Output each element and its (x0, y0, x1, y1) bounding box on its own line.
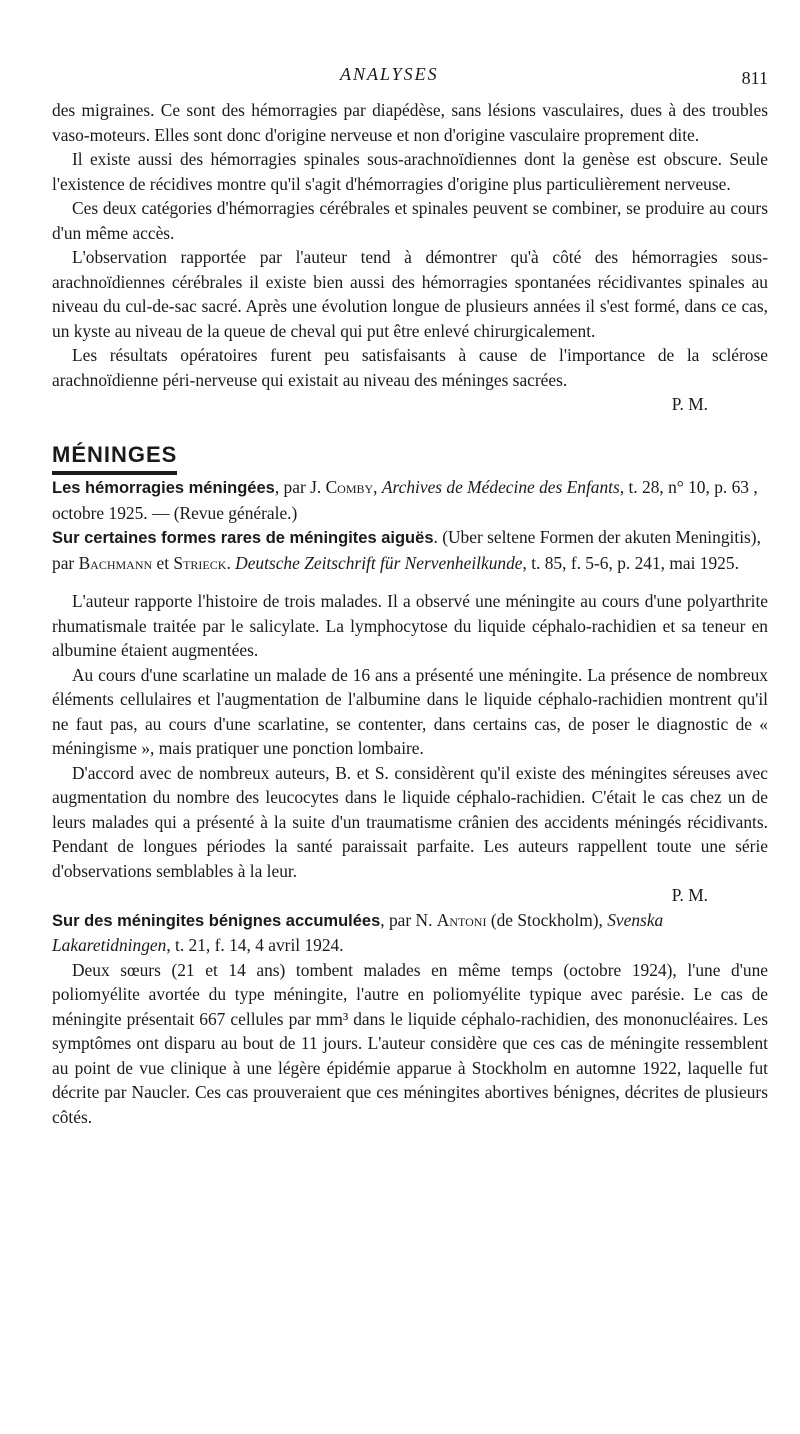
entry-3-heading (52, 908, 768, 958)
entry-3-title: Sur des méningites bénignes accumulées (52, 911, 381, 930)
entry-1-details: , t. 28, n° 10, p. 63 , octobre 1925. — (Revue générale.) (52, 477, 758, 523)
entry-3-details: , t. 21, f. 14, 4 avril 1924. (166, 935, 344, 955)
entry-3-by: , par N. (380, 909, 437, 930)
entry-3-affiliation: (de Stockholm), (486, 909, 608, 930)
intro-paragraph-1: des migraines. Ce sont des hémorragies par diapédèse, sans lésions vasculaires, dues à des troubles vaso-moteurs. Elles sont donc d'origine nerveuse et non d'origine vasculaire proprement dite. (52, 100, 768, 145)
entry-1-journal: Archives de Médecine des Enfants (381, 477, 620, 497)
intro-paragraph-2: Il existe aussi des hémorragies spinales sous-arachnoïdiennes dont la genèse est obscure. Seule l'existence de récidives montre qu'il s'agit d'hémorragies d'origine plus particulièrement nerveuse. (52, 149, 768, 194)
entry-3-journal: Svenska Lakaretidningen (52, 909, 664, 955)
entry-2-sep: . (226, 552, 236, 573)
page-number: 811 (741, 68, 768, 88)
running-head (0, 64, 800, 94)
intro-paragraph-4: L'observation rapportée par l'auteur tend à démontrer qu'à côté des hémorragies sous-arachnoïdiennes cérébrales il existe bien aussi des hémorragies spontanées récidivantes spinales au niveau du cul-de-sac sacré. Après une évolution longue de plusieurs années il s'est formé, dans ce cas, un kyste au niveau de la queue de cheval qui put être enlevé chirurgicalement. (52, 247, 768, 341)
entry-2-title: Sur certaines formes rares de méningites aiguës (52, 529, 434, 547)
intro-paragraph-5: Les résultats opératoires furent peu satisfaisants à cause de l'importance de la sclérose arachnoïdienne péri-nerveuse qui existait au niveau des méninges sacrées. (52, 345, 768, 390)
entry-2-journal: Deutsche Zeitschrift für Nervenheilkunde (235, 552, 523, 573)
entry-2-paragraph-1: L'auteur rapporte l'histoire de trois malades. Il a observé une méningite au cours d'une polyarthrite rhumatismale traitée par le salicylate. La lymphocytose du liquide céphalo-rachidien et sa teneur en albumine étaient augmentées. (52, 591, 768, 660)
entry-2-details: , t. 85, f. 5-6, p. 241, mai 1925. (522, 552, 739, 573)
entry-2-and: et (152, 552, 174, 573)
section-title: MÉNINGES (52, 443, 177, 476)
entry-2-paragraph-2: Au cours d'une scarlatine un malade de 16 ans a présenté une méningite. La présence de nombreux éléments cellulaires et l'augmentation de l'albumine dans le liquide céphalo-rachidien montrent qu'il ne faut pas, au cours d'une scarlatine, se contenter, dans certains cas, de poser le diagnostic de « méningisme », mais pratiquer une ponction lombaire. (52, 664, 768, 758)
running-title: ANALYSES (340, 64, 439, 84)
entry-1-title: Les hémorragies méningées (52, 479, 275, 497)
page-body (52, 98, 768, 1129)
entry-2-author-2: Strieck (173, 552, 227, 573)
intro-signature: P. M. (671, 394, 708, 414)
entry-2-heading (52, 525, 768, 575)
entry-2-paragraph-3: D'accord avec de nombreux auteurs, B. et S. considèrent qu'il existe des méningites séreuses avec augmentation du nombre des leucocytes dans le liquide céphalo-rachidien. C'était le cas chez un de leurs malades qui a présenté à la suite d'un traumatisme crânien des accidents méningés récidivants. Pendant de longues périodes la santé paraissait parfaite. Les auteurs rappellent toute une série d'observations semblables à la leur. (52, 762, 768, 881)
entry-1-author: Comby (325, 477, 374, 497)
entry-2-signature: P. M. (671, 885, 708, 905)
entry-1-sep: , (373, 477, 382, 497)
entry-2-author-1: Bachmann (78, 552, 153, 573)
entry-1-heading (52, 475, 768, 525)
entry-3-paragraph-1: Deux sœurs (21 et 14 ans) tombent malades en même temps (octobre 1924), l'une d'une poliomyélite avortée du type méningite, l'autre en poliomyélite typique avec parésie. Le cas de méningite présentait 667 cellules par mm³ dans le liquide céphalo-rachidien, des mononucléaires. Les symptômes ont disparu au bout de 11 jours. L'auteur considère que ces cas de méningite ressemblent au point de vue clinique à une légère épidémie apparue à Stockholm en automne 1922, laquelle fut décrite par Naucler. Ces cas prouveraient que ces méningites abortives bénignes, décrites de plusieurs côtés. (52, 959, 768, 1127)
intro-paragraph-3: Ces deux catégories d'hémorragies cérébrales et spinales peuvent se combiner, se produire au cours d'un même accès. (52, 198, 768, 243)
entry-3-author: Antoni (436, 909, 487, 930)
entry-2-subtitle: . (Uber seltene Formen der akuten Meningitis), par (52, 527, 761, 573)
entry-1-by: , par J. (274, 477, 326, 497)
